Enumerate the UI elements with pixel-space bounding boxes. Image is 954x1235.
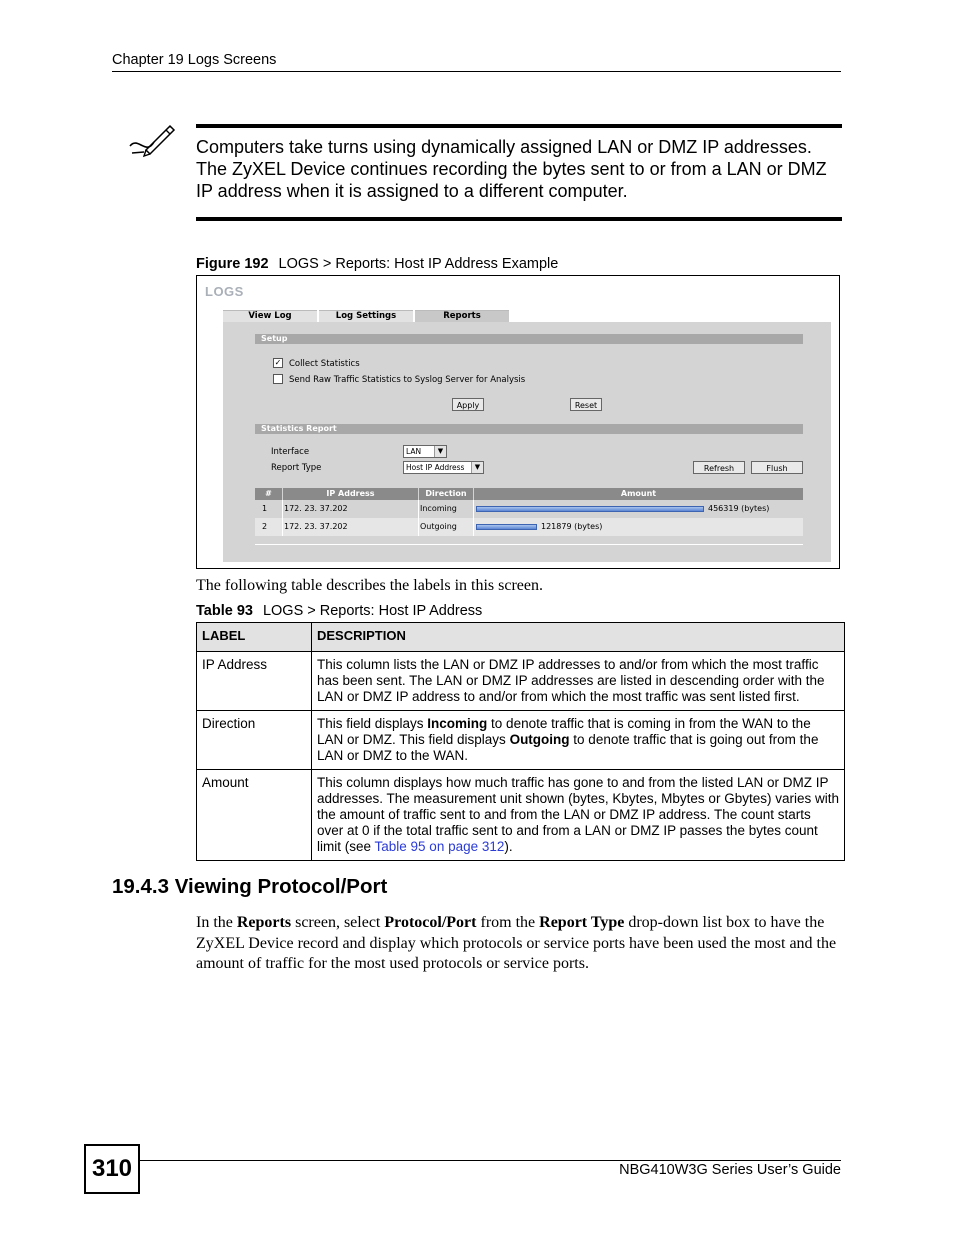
row-description: This column lists the LAN or DMZ IP addresses to and/or from which the most traffic has been sent. The LAN or DMZ IP addresses are listed in descending order with the LAN or DMZ IP address to and/or from which the most traffic was sent listed first. bbox=[312, 652, 845, 711]
para-text: screen, select bbox=[291, 914, 385, 931]
desc-bold-term: Outgoing bbox=[509, 732, 570, 747]
table-label: Table 93 bbox=[196, 603, 253, 619]
refresh-button[interactable]: Refresh bbox=[693, 461, 745, 474]
desc-text: ). bbox=[504, 839, 513, 854]
row-label: Direction bbox=[197, 711, 312, 770]
para-text: from the bbox=[476, 914, 540, 931]
logs-screenshot bbox=[196, 275, 840, 569]
desc-text: to denote traffic that is coming in from the WAN to the LAN or DMZ. This field displays bbox=[317, 716, 811, 747]
table-row bbox=[197, 652, 845, 711]
label-column-header: LABEL bbox=[197, 623, 312, 652]
description-table bbox=[196, 622, 845, 861]
figure-title: LOGS > Reports: Host IP Address Example bbox=[278, 256, 559, 272]
statistics-table bbox=[255, 488, 803, 554]
note-bottom-rule bbox=[196, 217, 842, 221]
row-description bbox=[312, 770, 845, 861]
report-type-label: Report Type bbox=[271, 463, 322, 473]
description-column-header: DESCRIPTION bbox=[312, 623, 845, 652]
column-divider bbox=[418, 500, 419, 536]
chevron-down-icon: ▼ bbox=[471, 462, 483, 473]
note-text: Computers take turns using dynamically assigned LAN or DMZ IP addresses. The ZyXEL Device continues recording the bytes sent to or from a LAN or DMZ IP address when it is assigned to a different computer. bbox=[196, 137, 827, 201]
reset-button[interactable]: Reset bbox=[570, 398, 602, 411]
figure-label: Figure 192 bbox=[196, 256, 269, 272]
setup-section-bar: Setup bbox=[255, 334, 803, 344]
tab-view-log[interactable]: View Log bbox=[223, 310, 317, 322]
footer-rule bbox=[140, 1160, 841, 1161]
send-syslog-checkbox[interactable] bbox=[273, 374, 283, 384]
traffic-amount-bar bbox=[476, 506, 704, 512]
send-syslog-label: Send Raw Traffic Statistics to Syslog Server for Analysis bbox=[289, 375, 526, 385]
checkmark-icon: ✓ bbox=[274, 358, 282, 367]
desc-text: to denote traffic that is going out from the LAN or DMZ to the WAN. bbox=[317, 732, 819, 763]
row-ip-address: 172. 23. 37.202 bbox=[284, 504, 348, 513]
table-row bbox=[197, 711, 845, 770]
desc-text: This column displays how much traffic has gone to and from the listed LAN or DMZ IP addresses. The measurement unit shown (bytes, Kbytes, Mbytes or Gbytes) varies with the amount of traffic sent to and from the LAN or DMZ IP address. The count starts over at 0 if the total traffic sent to and from a LAN or DMZ IP passes the bytes count limit (see bbox=[317, 775, 839, 854]
desc-text: This field displays bbox=[317, 716, 428, 731]
column-divider bbox=[282, 500, 283, 536]
tab-log-settings[interactable]: Log Settings bbox=[319, 310, 413, 322]
row-label: Amount bbox=[197, 770, 312, 861]
para-bold-term: Protocol/Port bbox=[384, 914, 477, 931]
table-row bbox=[255, 518, 803, 536]
row-number: 1 bbox=[262, 504, 268, 513]
intro-paragraph: The following table describes the labels in this screen. bbox=[196, 577, 544, 594]
row-label: IP Address bbox=[197, 652, 312, 711]
chevron-down-icon: ▼ bbox=[434, 446, 446, 457]
logs-screen-title: LOGS bbox=[205, 284, 244, 299]
para-bold-term: Report Type bbox=[539, 914, 625, 931]
statistics-report-section-bar: Statistics Report bbox=[255, 424, 803, 434]
page-number: 310 bbox=[84, 1144, 140, 1194]
row-ip-address: 172. 23. 37.202 bbox=[284, 522, 348, 531]
table-95-link[interactable]: Table 95 on page 312 bbox=[374, 839, 505, 854]
table-header-row bbox=[197, 623, 845, 652]
row-direction: Incoming bbox=[420, 504, 457, 513]
traffic-amount-bar bbox=[476, 524, 537, 530]
table-bottom-divider bbox=[255, 544, 803, 545]
interface-value: LAN bbox=[406, 447, 422, 456]
note-top-rule bbox=[196, 124, 842, 128]
table-title: LOGS > Reports: Host IP Address bbox=[262, 603, 483, 619]
section-paragraph bbox=[196, 913, 846, 975]
chapter-header: Chapter 19 Logs Screens bbox=[112, 52, 277, 68]
figure-caption bbox=[196, 256, 558, 272]
row-description bbox=[312, 711, 845, 770]
flush-button[interactable]: Flush bbox=[751, 461, 803, 474]
row-amount: 456319 (bytes) bbox=[708, 504, 770, 513]
column-header-ip-address: IP Address bbox=[283, 488, 418, 500]
report-type-value: Host IP Address bbox=[406, 463, 465, 472]
report-type-select[interactable] bbox=[403, 461, 484, 474]
reports-panel bbox=[223, 322, 831, 562]
tab-reports[interactable]: Reports bbox=[415, 310, 509, 322]
table-row bbox=[255, 500, 803, 518]
collect-statistics-checkbox[interactable] bbox=[273, 358, 283, 368]
interface-select[interactable] bbox=[403, 445, 447, 458]
apply-button[interactable]: Apply bbox=[452, 398, 484, 411]
table-caption bbox=[196, 603, 482, 619]
column-divider bbox=[473, 500, 474, 536]
para-text: drop-down list box to have the ZyXEL Device record and display which protocols or service ports have been used the most and the amount of traffic for the most used protocols or service ports. bbox=[196, 914, 837, 972]
collect-statistics-label: Collect Statistics bbox=[289, 359, 360, 369]
row-amount: 121879 (bytes) bbox=[541, 522, 603, 531]
row-number: 2 bbox=[262, 522, 268, 531]
section-heading: 19.4.3 Viewing Protocol/Port bbox=[112, 875, 388, 898]
interface-label: Interface bbox=[271, 447, 310, 457]
row-direction: Outgoing bbox=[420, 522, 457, 531]
table-row bbox=[197, 770, 845, 861]
para-text: In the bbox=[196, 914, 237, 931]
column-header-amount: Amount bbox=[474, 488, 803, 500]
column-header-direction: Direction bbox=[419, 488, 473, 500]
desc-bold-term: Incoming bbox=[427, 716, 488, 731]
note-pencil-icon bbox=[124, 122, 176, 162]
header-rule bbox=[112, 71, 841, 72]
column-header-number: # bbox=[255, 488, 282, 500]
footer-guide-title: NBG410W3G Series User’s Guide bbox=[619, 1162, 841, 1178]
para-bold-term: Reports bbox=[236, 914, 292, 931]
